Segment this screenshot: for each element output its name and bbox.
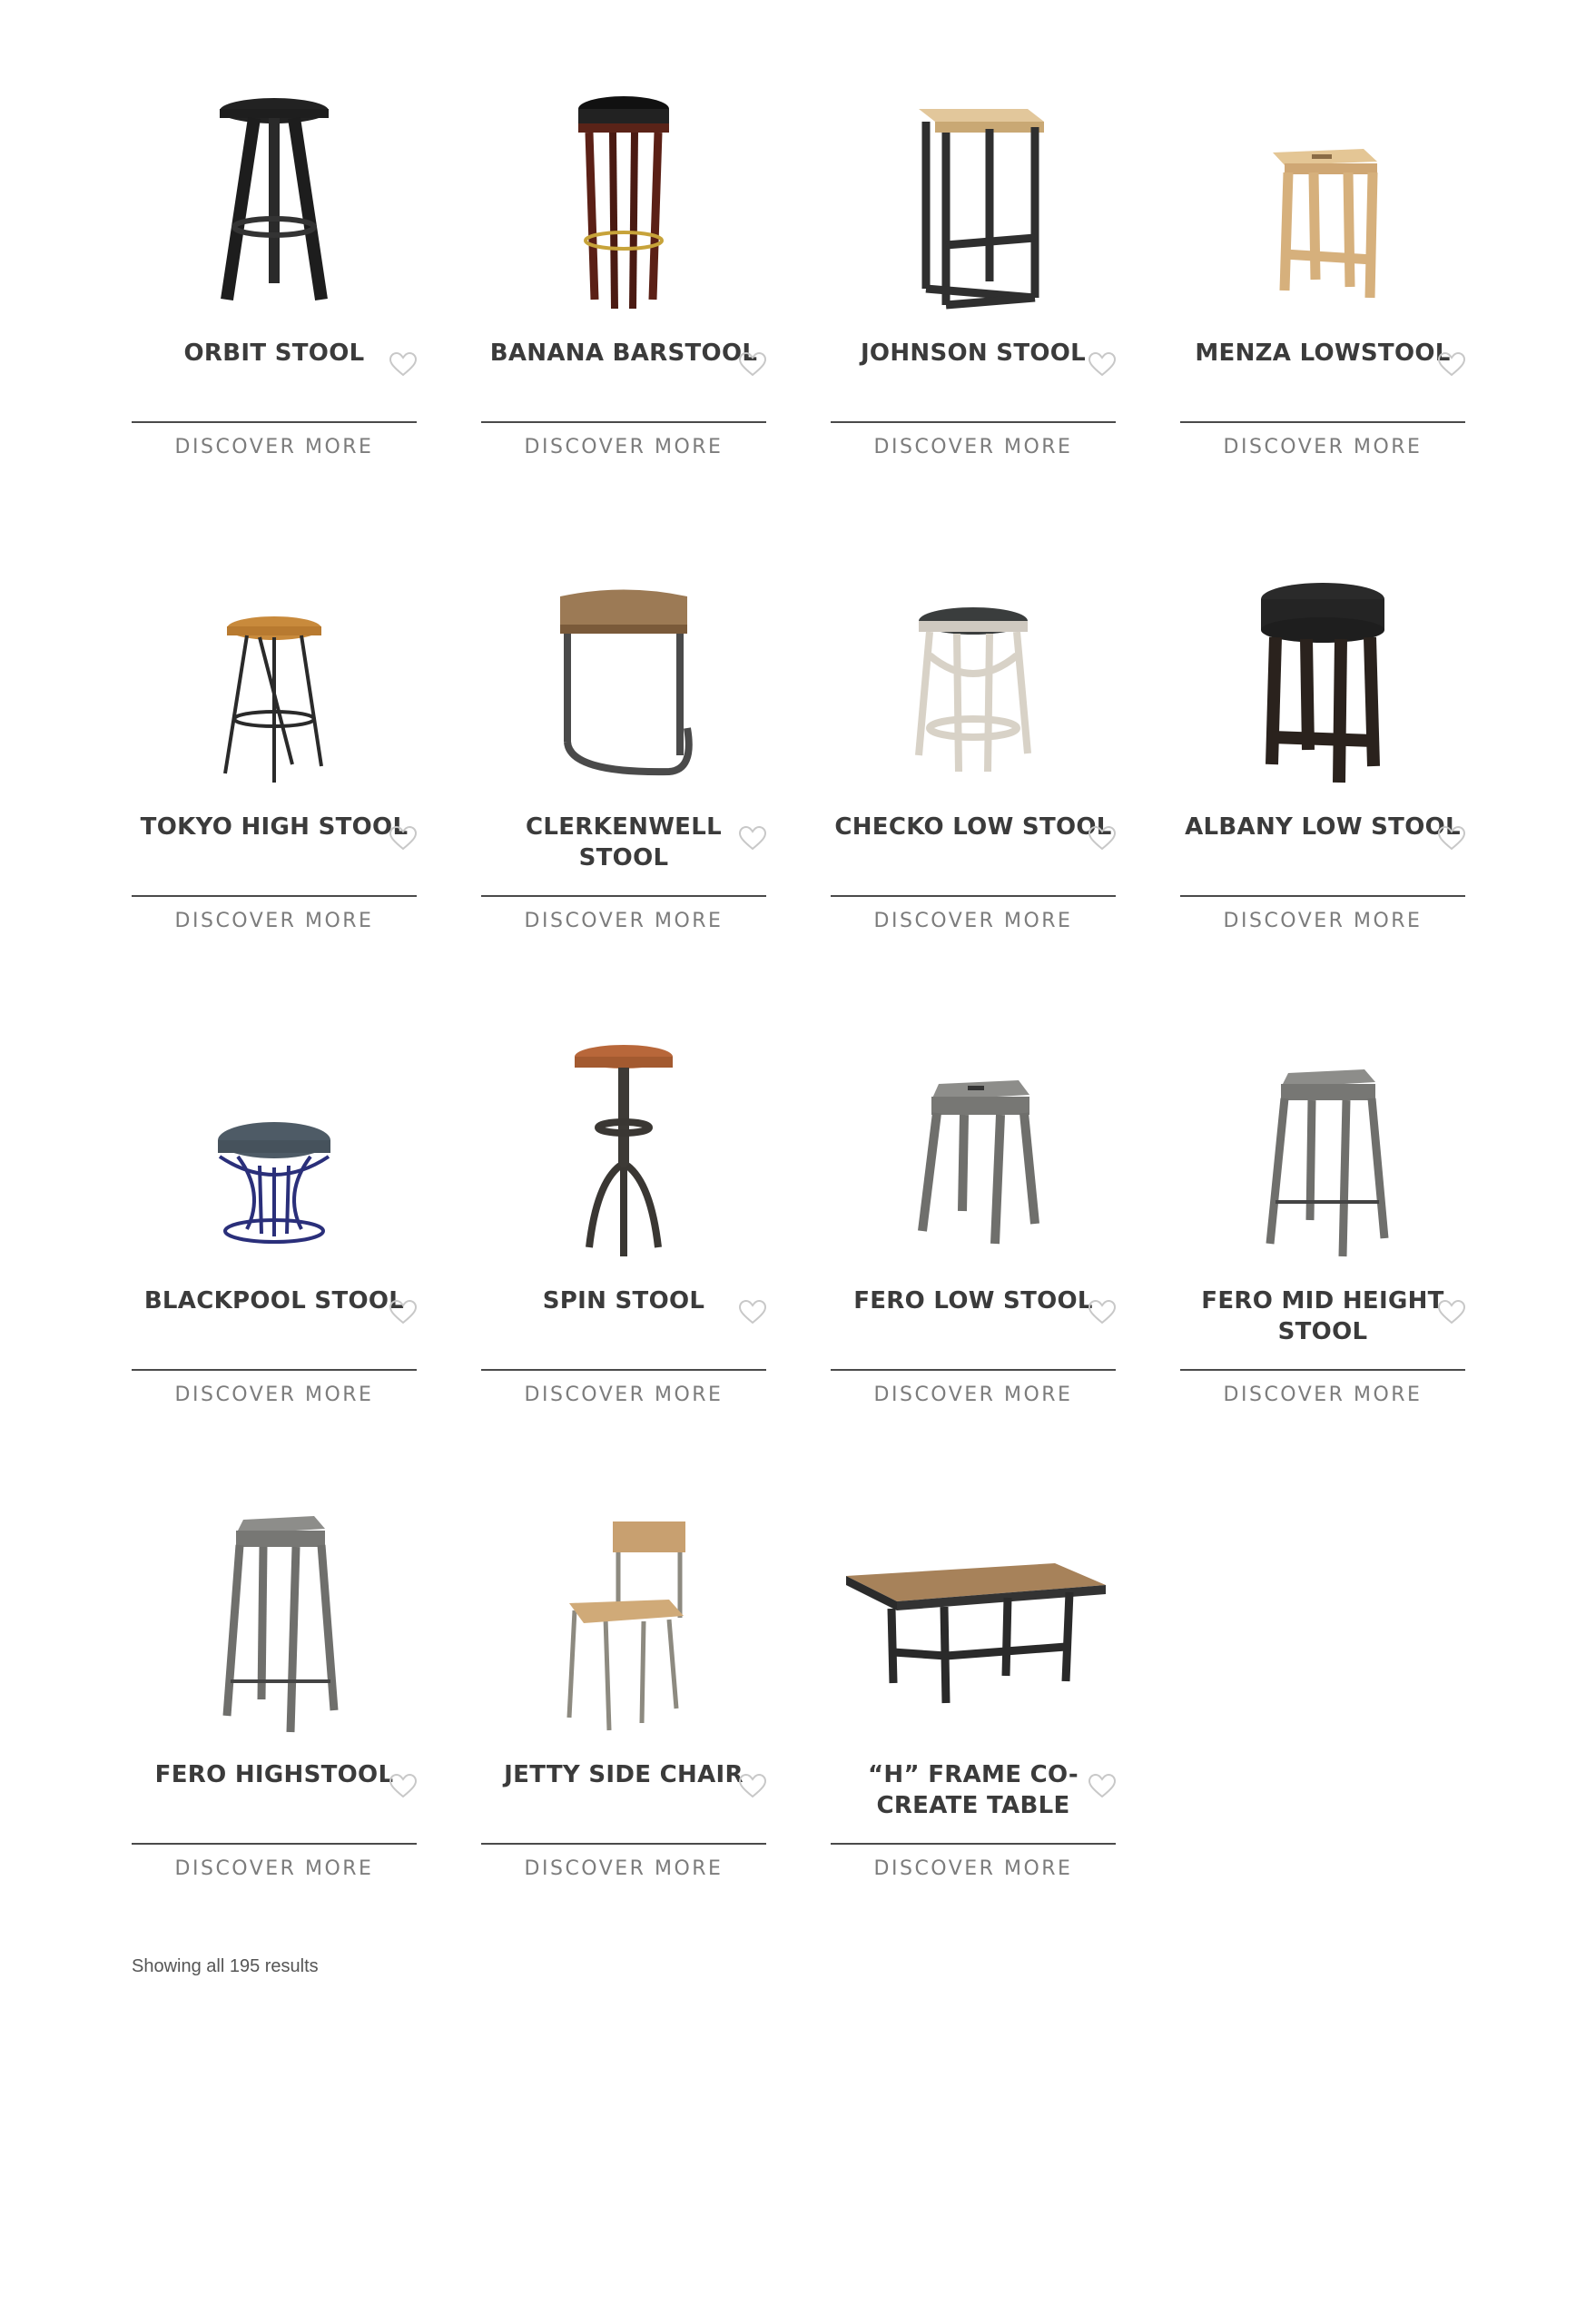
divider	[831, 1369, 1116, 1371]
divider	[481, 421, 766, 423]
fero-mid-height-stool-image[interactable]	[1180, 1011, 1465, 1284]
product-card[interactable]	[481, 64, 766, 537]
product-title[interactable]: BLACKPOOL STOOL	[143, 1287, 405, 1315]
product-card[interactable]	[831, 1485, 1116, 1959]
discover-more-link[interactable]: DISCOVER MORE	[524, 1857, 724, 1880]
product-title[interactable]: ALBANY LOW STOOL	[1185, 813, 1461, 841]
heart-outline-icon[interactable]	[739, 352, 766, 378]
product-title[interactable]: JOHNSON STOOL	[860, 340, 1087, 367]
h-frame-table-image[interactable]	[831, 1485, 1116, 1758]
product-card[interactable]	[831, 1011, 1116, 1485]
discover-more-link[interactable]: DISCOVER MORE	[873, 1857, 1073, 1880]
divider	[831, 421, 1116, 423]
discover-more-link[interactable]: DISCOVER MORE	[524, 1384, 724, 1406]
product-title[interactable]: SPIN STOOL	[542, 1287, 705, 1315]
heart-outline-icon[interactable]	[389, 826, 417, 852]
heart-outline-icon[interactable]	[389, 1774, 417, 1799]
results-count: Showing all 195 results	[132, 1956, 319, 1976]
heart-outline-icon[interactable]	[1438, 826, 1465, 852]
product-card[interactable]	[1180, 1011, 1465, 1485]
heart-outline-icon[interactable]	[1438, 1300, 1465, 1325]
divider	[132, 1843, 417, 1845]
divider	[1180, 895, 1465, 897]
fero-low-stool-image[interactable]	[831, 1011, 1116, 1284]
product-title[interactable]: “H” FRAME CO-CREATE TABLE	[868, 1761, 1079, 1819]
heart-outline-icon[interactable]	[739, 1774, 766, 1799]
heart-outline-icon[interactable]	[739, 826, 766, 852]
heart-outline-icon[interactable]	[1088, 1300, 1116, 1325]
discover-more-link[interactable]: DISCOVER MORE	[174, 1857, 374, 1880]
product-card[interactable]	[831, 537, 1116, 1011]
product-card[interactable]	[132, 1011, 417, 1485]
divider	[481, 1369, 766, 1371]
discover-more-link[interactable]: DISCOVER MORE	[1223, 1384, 1423, 1406]
discover-more-link[interactable]: DISCOVER MORE	[174, 910, 374, 932]
product-card[interactable]	[132, 64, 417, 537]
discover-more-link[interactable]: DISCOVER MORE	[174, 1384, 374, 1406]
product-card[interactable]	[831, 64, 1116, 537]
product-card[interactable]	[132, 1485, 417, 1959]
product-card[interactable]	[481, 1485, 766, 1959]
product-title[interactable]: FERO MID HEIGHT STOOL	[1201, 1287, 1444, 1345]
discover-more-link[interactable]: DISCOVER MORE	[1223, 910, 1423, 932]
orbit-stool-image[interactable]	[132, 64, 417, 336]
divider	[132, 895, 417, 897]
product-title[interactable]: ORBIT STOOL	[183, 340, 365, 367]
divider	[1180, 421, 1465, 423]
discover-more-link[interactable]: DISCOVER MORE	[174, 436, 374, 458]
product-card[interactable]	[481, 537, 766, 1011]
albany-low-stool-image[interactable]	[1180, 537, 1465, 810]
product-title[interactable]: FERO HIGHSTOOL	[154, 1761, 394, 1788]
divider	[831, 895, 1116, 897]
divider	[831, 1843, 1116, 1845]
product-title[interactable]: CLERKENWELL STOOL	[526, 813, 722, 872]
jetty-side-chair-image[interactable]	[481, 1485, 766, 1758]
product-title[interactable]: CHECKO LOW STOOL	[834, 813, 1112, 841]
discover-more-link[interactable]: DISCOVER MORE	[1223, 436, 1423, 458]
heart-outline-icon[interactable]	[389, 352, 417, 378]
heart-outline-icon[interactable]	[1088, 1774, 1116, 1799]
divider	[132, 1369, 417, 1371]
discover-more-link[interactable]: DISCOVER MORE	[873, 436, 1073, 458]
discover-more-link[interactable]: DISCOVER MORE	[873, 910, 1073, 932]
checko-low-stool-image[interactable]	[831, 537, 1116, 810]
divider	[132, 421, 417, 423]
product-title[interactable]: FERO LOW STOOL	[853, 1287, 1093, 1315]
product-card[interactable]	[1180, 64, 1465, 537]
tokyo-high-stool-image[interactable]	[132, 537, 417, 810]
divider	[481, 895, 766, 897]
divider	[1180, 1369, 1465, 1371]
johnson-stool-image[interactable]	[831, 64, 1116, 336]
menza-lowstool-image[interactable]	[1180, 64, 1465, 336]
product-grid	[132, 64, 1475, 1959]
heart-outline-icon[interactable]	[1088, 826, 1116, 852]
product-title[interactable]: TOKYO HIGH STOOL	[140, 813, 409, 841]
product-card[interactable]	[1180, 537, 1465, 1011]
heart-outline-icon[interactable]	[1438, 352, 1465, 378]
product-title[interactable]: BANANA BARSTOOL	[489, 340, 758, 367]
product-title[interactable]: MENZA LOWSTOOL	[1195, 340, 1451, 367]
heart-outline-icon[interactable]	[1088, 352, 1116, 378]
heart-outline-icon[interactable]	[739, 1300, 766, 1325]
discover-more-link[interactable]: DISCOVER MORE	[524, 436, 724, 458]
discover-more-link[interactable]: DISCOVER MORE	[524, 910, 724, 932]
product-title[interactable]: JETTY SIDE CHAIR	[504, 1761, 744, 1788]
product-card[interactable]	[481, 1011, 766, 1485]
divider	[481, 1843, 766, 1845]
product-card[interactable]	[132, 537, 417, 1011]
spin-stool-image[interactable]	[481, 1011, 766, 1284]
discover-more-link[interactable]: DISCOVER MORE	[873, 1384, 1073, 1406]
fero-highstool-image[interactable]	[132, 1485, 417, 1758]
heart-outline-icon[interactable]	[389, 1300, 417, 1325]
clerkenwell-stool-image[interactable]	[481, 537, 766, 810]
blackpool-stool-image[interactable]	[132, 1011, 417, 1284]
banana-barstool-image[interactable]	[481, 64, 766, 336]
